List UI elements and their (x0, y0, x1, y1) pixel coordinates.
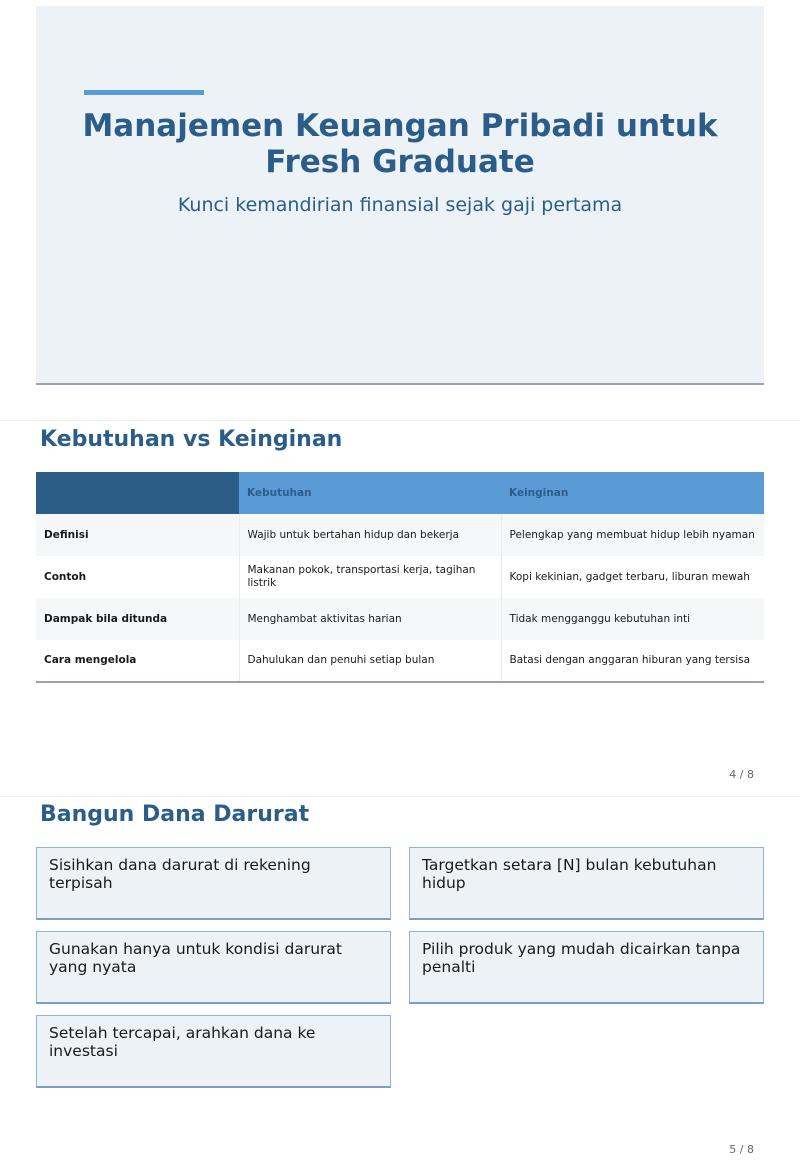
row-label: Definisi (36, 514, 239, 556)
tip-card: Sisihkan dana darurat di rekening terpisah (36, 847, 391, 920)
table-cell: Menghambat aktivitas harian (239, 598, 501, 640)
page-number: 4 / 8 (729, 768, 754, 781)
presentation-title: Manajemen Keuangan Pribadi untuk Fresh Graduate (82, 108, 718, 180)
needs-vs-wants-table (36, 472, 764, 683)
row-label: Cara mengelola (44, 654, 137, 666)
table-header-row (36, 472, 764, 514)
row-label: Dampak bila ditunda (36, 598, 239, 640)
table-header-cell: Kebutuhan (239, 472, 501, 514)
row-label: Contoh (44, 570, 87, 583)
table-row (36, 598, 764, 640)
table-header-cell (36, 472, 239, 514)
tip-card: Targetkan setara [N] bulan kebutuhan hidup (409, 847, 764, 920)
title-slide (36, 6, 764, 385)
tip-card: Setelah tercapai, arahkan dana ke investasi (36, 1015, 391, 1088)
slide-divider (0, 420, 800, 421)
table-cell: Pelengkap yang membuat hidup lebih nyaman (501, 514, 764, 556)
table-row (36, 556, 764, 598)
table-row (36, 640, 764, 682)
table-row (36, 514, 764, 556)
tip-card: Gunakan hanya untuk kondisi darurat yang nyata (36, 931, 391, 1004)
title-accent-bar (84, 90, 204, 95)
slide-divider (0, 796, 800, 797)
table-cell: Kopi kekinian, gadget terbaru, liburan mewah (501, 556, 764, 598)
slide-heading-needs-wants: Kebutuhan vs Keinginan (40, 427, 343, 452)
tip-card: Pilih produk yang mudah dicairkan tanpa penalti (409, 931, 764, 1004)
table-cell: Dahulukan dan penuhi setiap bulan (239, 640, 501, 682)
table-cell: Makanan pokok, transportasi kerja, tagihan listrik (239, 556, 501, 598)
table-cell: Wajib untuk bertahan hidup dan bekerja (239, 514, 501, 556)
table-header-cell: Keinginan (501, 472, 764, 514)
page-number: 5 / 8 (729, 1143, 754, 1156)
table-cell: Tidak mengganggu kebutuhan inti (501, 598, 764, 640)
presentation-subtitle: Kunci kemandirian finansial sejak gaji pertama (177, 194, 623, 216)
slide-heading-emergency-fund: Bangun Dana Darurat (40, 802, 310, 827)
table-cell: Batasi dengan anggaran hiburan yang tersisa (501, 640, 764, 682)
